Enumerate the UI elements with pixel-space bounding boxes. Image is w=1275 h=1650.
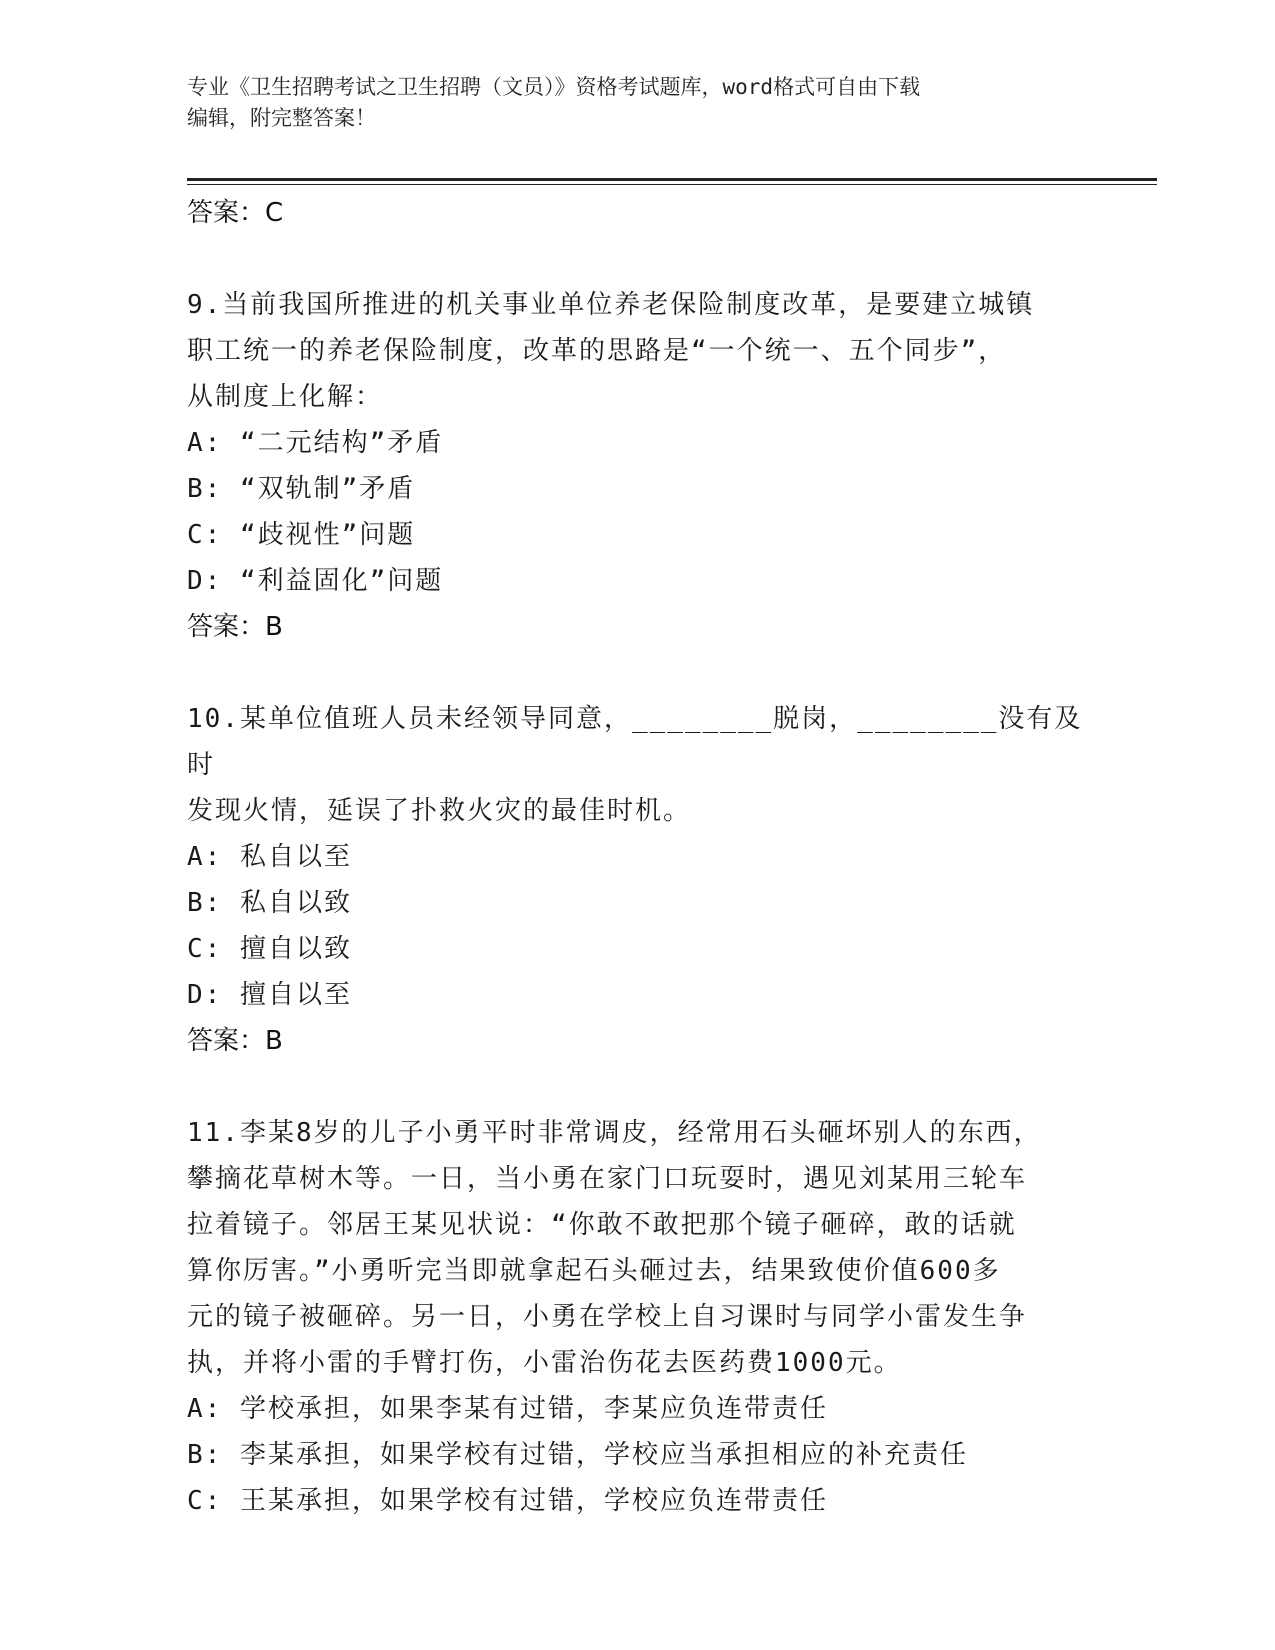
question-9-option-b: B: “双轨制”矛盾 <box>187 474 416 504</box>
header-line-2: 编辑，附完整答案！ <box>187 106 376 130</box>
header-rule-thin <box>187 184 1157 185</box>
question-11-line: 11.李某8岁的儿子小勇平时非常调皮，经常用石头砸坏别人的东西， <box>187 1118 1042 1148</box>
question-11-option-a: A: 学校承担，如果李某有过错，李某应负连带责任 <box>187 1394 828 1424</box>
question-10-option-b: B: 私自以致 <box>187 888 352 918</box>
question-10-option-d: D: 擅自以至 <box>187 980 352 1010</box>
question-9 <box>187 282 1087 650</box>
question-9-line: 职工统一的养老保险制度，改革的思路是“一个统一、五个同步”， <box>187 336 1007 366</box>
question-content <box>187 190 1087 1524</box>
page-header <box>187 72 1087 134</box>
question-9-line: 从制度上化解： <box>187 382 384 412</box>
question-11-line: 元的镜子被砸碎。另一日，小勇在学校上自习课时与同学小雷发生争 <box>187 1302 1028 1332</box>
question-11-option-b: B: 李某承担，如果学校有过错，学校应当承担相应的补充责任 <box>187 1440 968 1470</box>
question-9-option-d: D: “利益固化”问题 <box>187 566 444 596</box>
question-11-line: 执，并将小雷的手臂打伤，小雷治伤花去医药费1000元。 <box>187 1348 902 1378</box>
question-9-option-a: A: “二元结构”矛盾 <box>187 428 444 458</box>
question-10-option-c: C: 擅自以致 <box>187 934 352 964</box>
question-10-answer: 答案：B <box>187 1026 283 1056</box>
header-line-1: 专业《卫生招聘考试之卫生招聘（文员）》资格考试题库，word格式可自由下载 <box>187 75 921 99</box>
question-10-option-a: A: 私自以至 <box>187 842 352 872</box>
question-11-line: 攀摘花草树木等。一日，当小勇在家门口玩耍时，遇见刘某用三轮车 <box>187 1164 1028 1194</box>
question-11-option-c: C: 王某承担，如果学校有过错，学校应负连带责任 <box>187 1486 828 1516</box>
question-9-answer: 答案：B <box>187 612 283 642</box>
previous-answer: 答案：C <box>187 198 284 228</box>
question-10-line: 发现火情，延误了扑救火灾的最佳时机。 <box>187 796 692 826</box>
question-11-line: 拉着镜子。邻居王某见状说：“你敢不敢把那个镜子砸碎，敢的话就 <box>187 1210 1017 1240</box>
question-10 <box>187 696 1087 1064</box>
question-11-line: 算你厉害。”小勇听完当即就拿起石头砸过去，结果致使价值600多 <box>187 1256 1001 1286</box>
question-9-line: 9.当前我国所推进的机关事业单位养老保险制度改革，是要建立城镇 <box>187 290 1035 320</box>
spacer <box>187 1064 1087 1110</box>
question-9-option-c: C: “歧视性”问题 <box>187 520 416 550</box>
question-11 <box>187 1110 1087 1524</box>
header-rule-thick <box>187 178 1157 181</box>
spacer <box>187 236 1087 282</box>
spacer <box>187 650 1087 696</box>
question-10-line: 10.某单位值班人员未经领导同意，________脱岗，________没有及时 <box>187 704 1083 780</box>
